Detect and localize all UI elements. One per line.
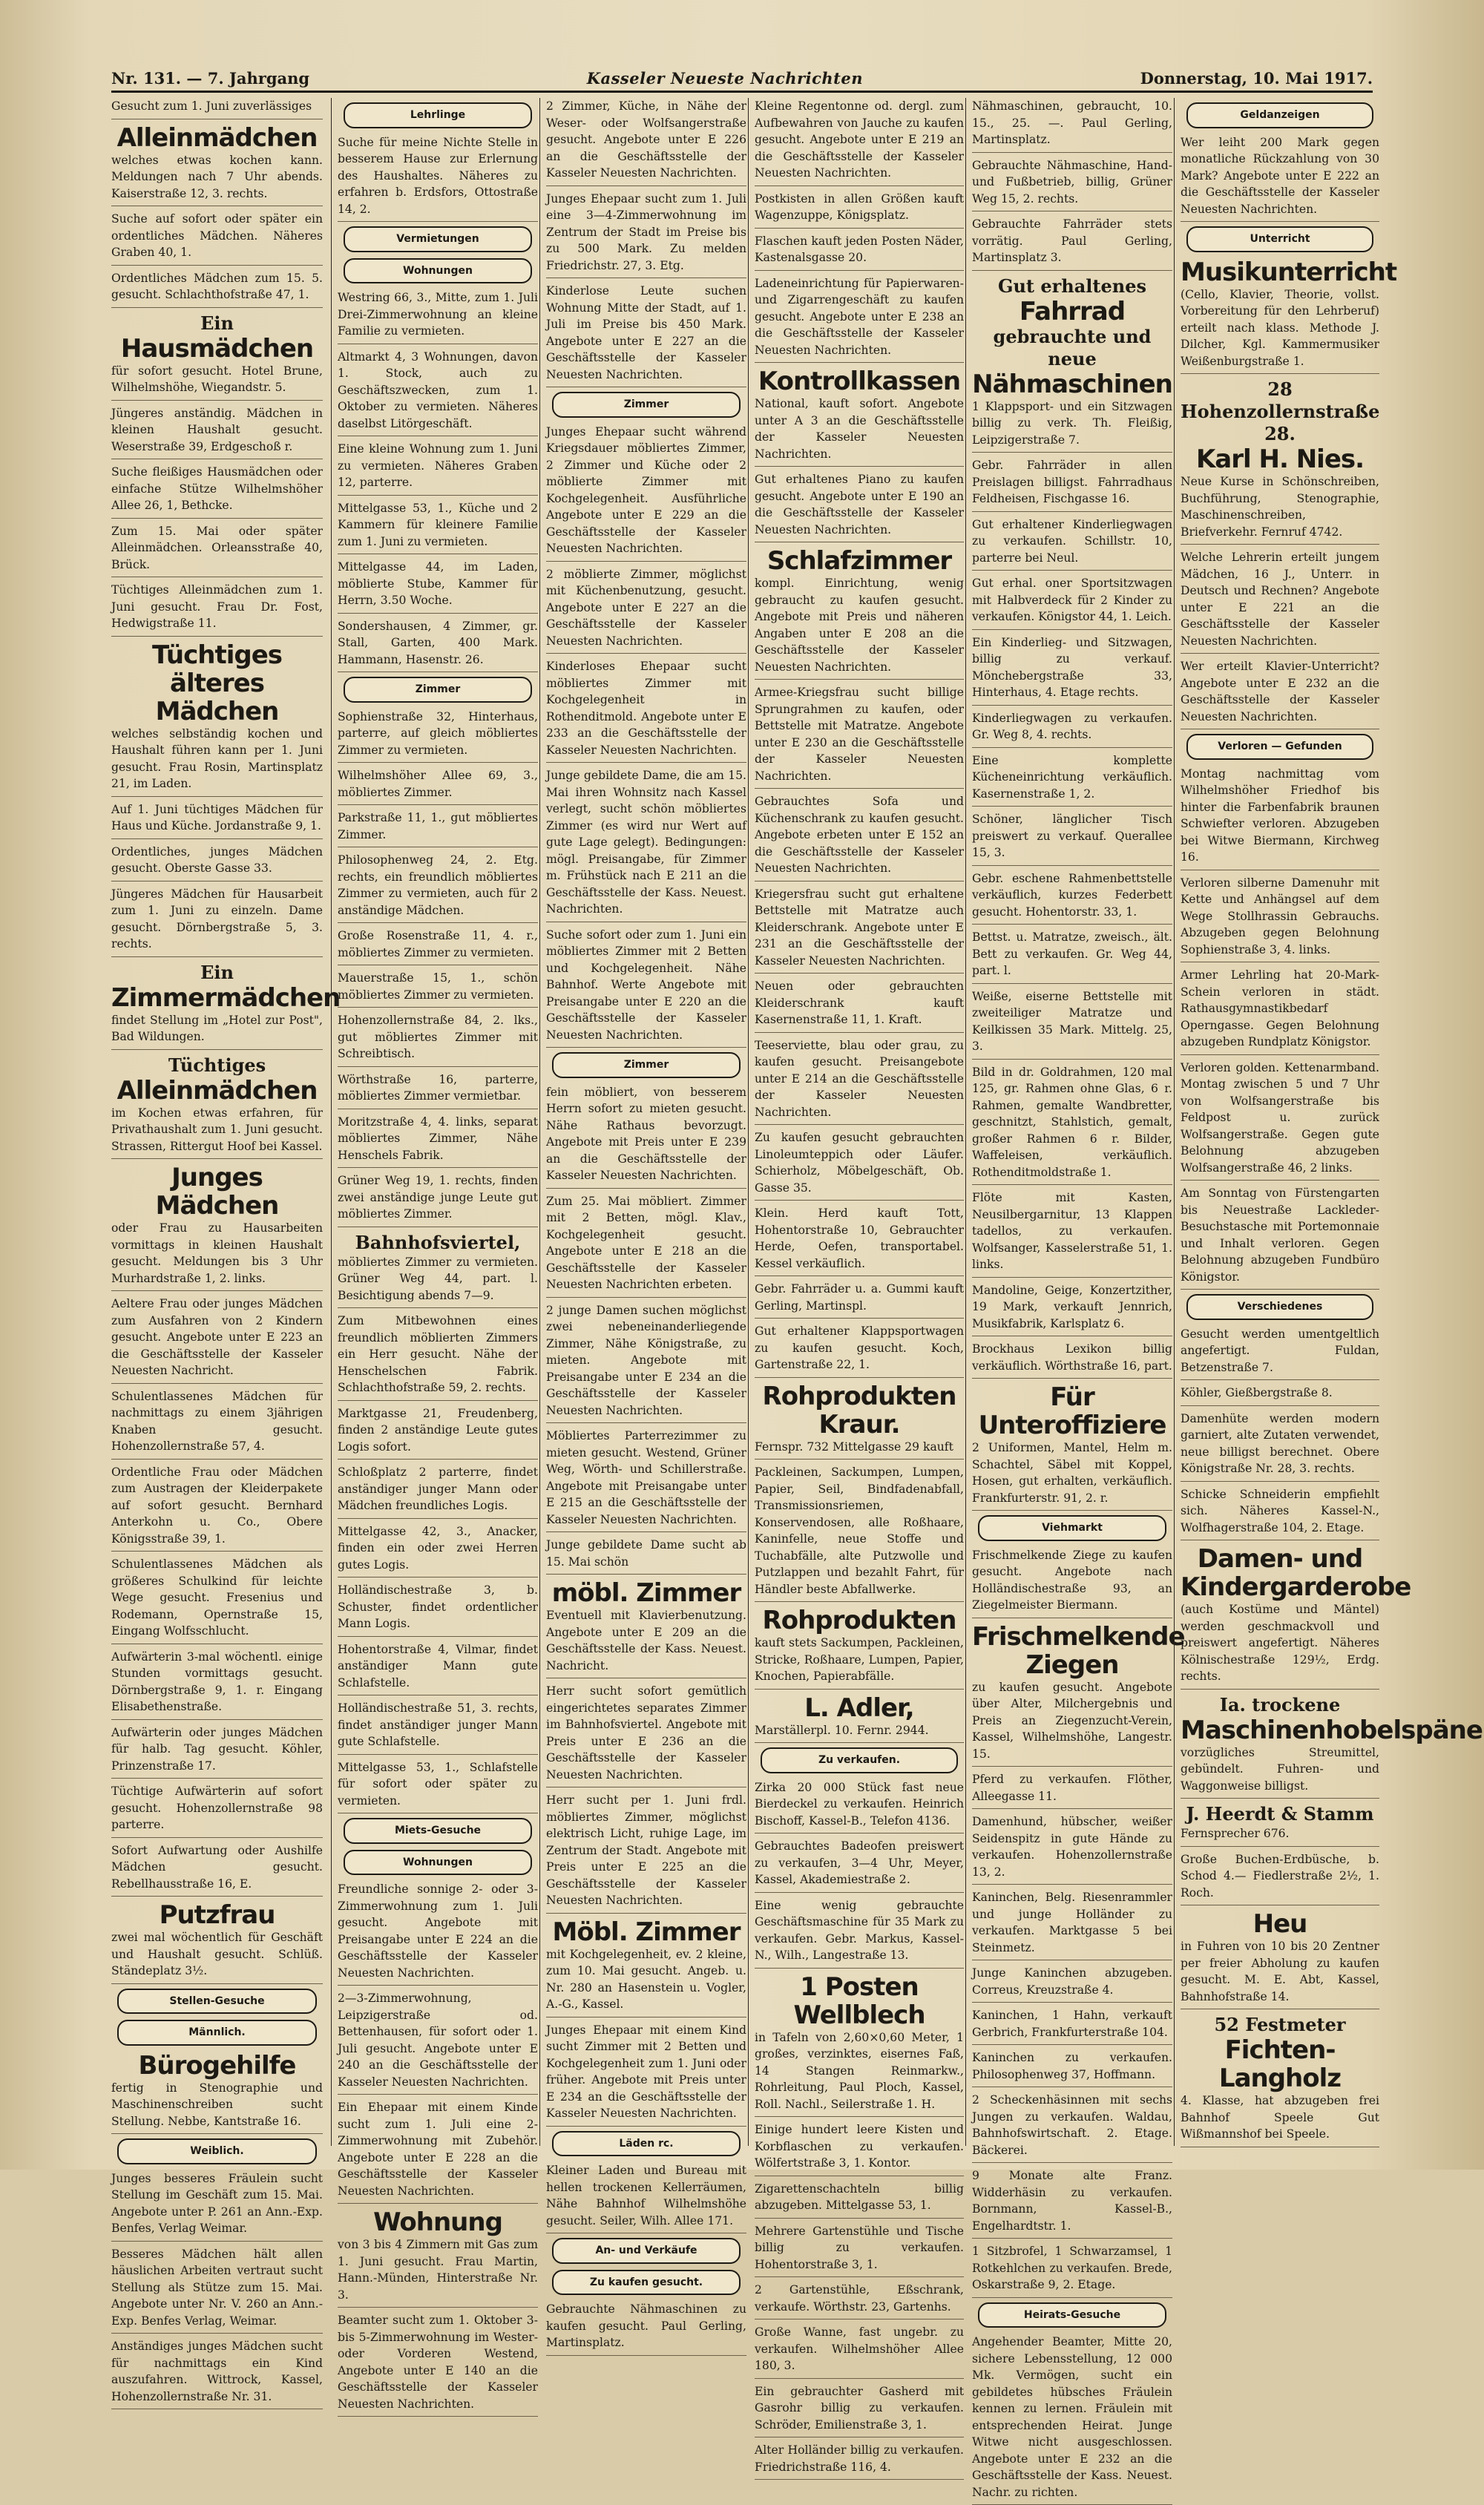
issue-date: Donnerstag, 10. Mai 1917. xyxy=(1140,69,1373,88)
ad-subheadline: Bahnhofsviertel, xyxy=(355,1231,521,1253)
classified-ad: Wer leiht 200 Mark gegen monatliche Rückzahlung von 30 Mark? Angebote unter E 222 an die Geschäftsstelle der Kasseler Neuesten Nachrichten. xyxy=(1181,134,1379,223)
classified-ad: 2 Uniformen, Mantel, Helm m. Schachtel, Säbel mit Koppel, Hosen, gut erhalten, verkäuflich. Frankfurterstr. 91, 2. r. xyxy=(972,1439,1172,1511)
classified-ad: Gesucht werden umentgeltlich angefertigt. Fuldan, Betzenstraße 7. xyxy=(1181,1326,1379,1381)
classified-ad: Junges Ehepaar sucht zum 1. Juli eine 3—4-Zimmerwohnung im Zentrum der Stadt im Preise bis zu 500 Mark. Zu melden Friedrichstr. 27, 3. Etg. xyxy=(546,191,746,279)
classified-ad: oder Frau zu Hausarbeiten vormittags in kleinen Haushalt gesucht. Meldungen bis 3 Uhr Murhardstraße 1, 2. links. xyxy=(111,1220,323,1291)
classified-ad: Pferd zu verkaufen. Flöther, Alleegasse 11. xyxy=(972,1771,1172,1809)
section-heading-unterricht: Unterricht xyxy=(1186,226,1373,252)
classified-ad: Gut erhaltener Kinderliegwagen zu verkaufen. Schillstr. 10, parterre bei Neul. xyxy=(972,516,1172,571)
classified-ad: Ein Kinderlieg- und Sitzwagen, billig zu verkauf. Mönchebergstraße 33, Hinterhaus, 4. Etage rechts. xyxy=(972,634,1172,706)
classified-ad: fertig in Stenographie und Maschinenschreiben sucht Stellung. Nebbe, Kantstraße 16. xyxy=(111,2080,323,2135)
classified-ad: Bettst. u. Matratze, zweisch., ält. Bett zu verkaufen. Gr. Weg 44, part. l. xyxy=(972,929,1172,984)
classified-ad: Große Rosenstraße 11, 4. r., möbliertes Zimmer zu vermieten. xyxy=(338,928,538,965)
classified-ad: Freundliche sonnige 2- oder 3-Zimmerwohnung zum 1. Juli gesucht. Angebote mit Preisangabe unter E 224 an die Geschäftsstelle der Kasseler Neuesten Nachrichten. xyxy=(338,1881,538,1986)
ad-headline: Zimmermädchen xyxy=(111,982,341,1013)
classified-ad: Ein gebrauchter Gasherd mit Gasrohr billig zu verkaufen. Schröder, Emilienstraße 3, 1. xyxy=(755,2383,964,2438)
classified-ad: Fernsprecher 676. xyxy=(1181,1825,1379,1847)
classified-ad: Kaninchen, Belg. Riesenrammler und junge Holländer zu verkaufen. Marktgasse 5 bei Steinmetz. xyxy=(972,1889,1172,1960)
classified-ad: Wer erteilt Klavier-Unterricht? Angebote unter E 232 an die Geschäftsstelle der Kasseler Neuesten Nachrichten. xyxy=(1181,658,1379,729)
classified-ad: Kriegersfrau sucht gut erhaltene Bettstelle mit Matratze auch Kleiderschrank. Angebote unter E 231 an die Geschäftsstelle der Kasseler Neuesten Nachrichten. xyxy=(755,886,964,974)
classified-ad: Montag nachmittag vom Wilhelmshöher Friedhof bis hinter die Farbenfabrik braunen Schwiefter verloren. Abzugeben bei Witwe Biermann, Kirchweg 16. xyxy=(1181,766,1379,870)
classified-ad: Eine kleine Wohnung zum 1. Juni zu vermieten. Näheres Graben 12, parterre. xyxy=(338,441,538,496)
ad-headline: Hausmädchen xyxy=(120,333,314,364)
column-1 xyxy=(111,98,341,2403)
classified-ad: Junge gebildete Dame sucht ab 15. Mai schön xyxy=(546,1537,746,1575)
section-heading-zimmer: Zimmer xyxy=(344,677,532,703)
classified-ad: Gebr. eschene Rahmenbettstelle verkäuflich, kurzes Federbett gesucht. Hohentorstr. 33, 1. xyxy=(972,870,1172,925)
classified-ad: Junges Ehepaar sucht während Kriegsdauer möbliertes Zimmer, 2 Zimmer und Küche oder 2 möblierte Zimmer mit Kochgelegenheit. Ausführliche Angebote unter E 229 an die Geschäftsstelle der Kasseler Neuesten Nachrichten. xyxy=(546,424,746,562)
classified-ad: Junges besseres Fräulein sucht Stellung im Geschäft zum 15. Mai. Angebote unter P. 261 an Ann.-Exp. Benfes, Verlag Weimar. xyxy=(111,2170,323,2242)
classified-ad: Suche fleißiges Hausmädchen oder einfache Stütze Wilhelmshöher Allee 26, 1, Bethcke. xyxy=(111,464,323,519)
ad-headline: Maschinenhobelspäne xyxy=(1181,1715,1483,1745)
classified-ad: Mittelgasse 42, 3., Anacker, finden ein oder zwei Herren gutes Logis. xyxy=(338,1523,538,1578)
classified-ad: Damenhund, hübscher, weißer Seidenspitz in gute Hände zu verkaufen. Hohenzollernstraße 13, 2. xyxy=(972,1813,1172,1885)
section-heading-zu-kaufen-gesucht: Zu kaufen gesucht. xyxy=(552,2270,741,2296)
section-heading-viehmarkt: Viehmarkt xyxy=(978,1515,1166,1541)
ad-headline: Damen- und Kindergarderobe xyxy=(1181,1544,1411,1602)
classified-ad: Wilhelmshöher Allee 69, 3., möbliertes Zimmer. xyxy=(338,767,538,805)
classified-ad: Ordentliche Frau oder Mädchen zum Austragen der Kleiderpakete auf sofort gesucht. Bernhard Anterkohn u. Co., Obere Königsstraße 39, 1. xyxy=(111,1464,323,1552)
classified-ad: Junge Kaninchen abzugeben. Correus, Kreuzstraße 4. xyxy=(972,1965,1172,2003)
classified-ad: Weiße, eiserne Bettstelle mit zweiteiliger Matratze und Keilkissen 35 Mark. Mittelg. 25, 3. xyxy=(972,988,1172,1060)
classified-ad: Mauerstraße 15, 1., schön möbliertes Zimmer zu vermieten. xyxy=(338,970,538,1008)
classified-ad: Tüchtige Aufwärterin auf sofort gesucht. Hohenzollernstraße 98 parterre. xyxy=(111,1783,323,1838)
classified-ad: Gut erhal. oner Sportsitzwagen mit Halbverdeck für 2 Kinder zu verkaufen. Königstor 44, 1. Leich. xyxy=(972,575,1172,630)
classified-ad: Grüner Weg 19, 1. rechts, finden zwei anständige junge Leute gut möbliertes Zimmer. xyxy=(338,1172,538,1227)
classified-ad: Verloren silberne Damenuhr mit Kette und Anhängsel auf dem Wege Stollhrassin Gebrauchs. Abzugeben gegen Belohnung Sophienstraße 3, 4. links. xyxy=(1181,875,1379,963)
ad-headline: Fahrrad xyxy=(1019,296,1126,326)
classified-ad: Tüchtiges Alleinmädchen zum 1. Juni gesucht. Frau Dr. Fost, Hedwigstraße 11. xyxy=(111,582,323,637)
section-heading-vermietungen: Vermietungen xyxy=(344,226,532,252)
ad-headline: Bürogehilfe xyxy=(138,2050,296,2081)
ad-headline: Kontrollkassen xyxy=(758,367,961,396)
ad-headline: 1 Posten Wellblech xyxy=(793,1972,925,2030)
section-heading-männlich: Männlich. xyxy=(117,2020,317,2046)
classified-ad: Westring 66, 3., Mitte, zum 1. Juli Drei-Zimmerwohnung an kleine Familie zu vermieten. xyxy=(338,289,538,344)
classified-ad: Jüngeres anständig. Mädchen in kleinen Haushalt gesucht. Weserstraße 39, Erdgeschoß r. xyxy=(111,405,323,460)
classified-ad: Sondershausen, 4 Zimmer, gr. Stall, Garten, 400 Mark. Hammann, Hasenstr. 26. xyxy=(338,618,538,673)
classified-ad: Moritzstraße 4, 4. links, separat möbliertes Zimmer, Nähe Henschels Fabrik. xyxy=(338,1114,538,1169)
classified-ad: Ein Ehepaar mit einem Kinde sucht zum 1. Juli eine 2-Zimmerwohnung mit Zubehör. Angebote unter E 228 an die Geschäftsstelle der Kasseler Neuesten Nachrichten. xyxy=(338,2099,538,2204)
classified-ad: Aeltere Frau oder junges Mädchen zum Ausfahren von 2 Kindern gesucht. Angebote unter E 223 an die Geschäftsstelle der Kasseler Neuesten Nachricht. xyxy=(111,1296,323,1384)
ad-headline: Fichten-Langholz xyxy=(1218,2035,1342,2093)
classified-ad: fein möbliert, von besserem Herrn sofort zu mieten gesucht. Nähe Rathaus bevorzugt. Angebote mit Preis unter E 239 an die Geschäftsstelle der Kasseler Neuesten Nachrichten. xyxy=(546,1084,746,1189)
classified-ad: Schloßplatz 2 parterre, findet anständiger junger Mann oder Mädchen freundliches Logis. xyxy=(338,1464,538,1519)
classified-ad: Mittelgasse 53, 1., Schlafstelle für sofort oder später zu vermieten. xyxy=(338,1759,538,1814)
column-3 xyxy=(539,98,752,2349)
classified-ad: 9 Monate alte Franz. Widderhäsin zu verkaufen. Bornmann, Kassel-B., Engelhardtstr. 1. xyxy=(972,2167,1172,2239)
classified-ad: kompl. Einrichtung, wenig gebraucht zu kaufen gesucht. Angebote mit Preis und näheren Angaben unter E 208 an die Geschäftsstelle der Kasseler Neuesten Nachrichten. xyxy=(755,575,964,680)
header-rule xyxy=(111,91,1373,93)
classified-ad: Armer Lehrling hat 20-Mark-Schein verloren in städt. Rathausgymnastikbedarf Operngasse. Gegen Belohnung abzugeben Rundplatz Königstor. xyxy=(1181,967,1379,1055)
classified-ad: Sophienstraße 32, Hinterhaus, parterre, auf gleich möbliertes Zimmer zu vermieten. xyxy=(338,709,538,764)
ad-subheadline: gebrauchte und neue xyxy=(993,325,1152,370)
section-heading-läden-rc: Läden rc. xyxy=(552,2131,741,2157)
section-heading-verschiedenes: Verschiedenes xyxy=(1186,1294,1373,1320)
classified-ad: Zum 25. Mai möbliert. Zimmer mit 2 Betten, mögl. Klav., Kochgelegenheit gesucht. Angebote unter E 218 an die Geschäftsstelle der Kasseler Neuesten Nachrichten erbeten. xyxy=(546,1193,746,1298)
classified-ad: zwei mal wöchentlich für Geschäft und Haushalt gesucht. Schlüß. Ständeplatz 3½. xyxy=(111,1929,323,1984)
ad-subheadline: J. Heerdt & Stamm xyxy=(1186,1803,1374,1825)
ad-headline: möbl. Zimmer xyxy=(551,1578,741,1608)
classified-ad: Damenhüte werden modern garniert, alte Zutaten verwendet, neue billigst berechnet. Obere Königstraße Nr. 28, 3. rechts. xyxy=(1181,1411,1379,1482)
section-heading-wohnungen: Wohnungen xyxy=(344,258,532,284)
classified-ad: Mittelgasse 53, 1., Küche und 2 Kammern für kleinere Familie zum 1. Juni zu vermieten. xyxy=(338,500,538,555)
classified-ad: Fernspr. 732 Mittelgasse 29 kauft xyxy=(755,1439,964,1460)
classified-ad: Brockhaus Lexikon billig verkäuflich. Wörthstraße 16, part. xyxy=(972,1341,1172,1379)
ad-headline: Heu xyxy=(1252,1909,1307,1939)
page-header xyxy=(111,58,1373,88)
classified-ad: Schicke Schneiderin empfiehlt sich. Näheres Kassel-N., Wolfhagerstraße 104, 2. Etage. xyxy=(1181,1486,1379,1541)
ad-headline: L. Adler, xyxy=(804,1693,914,1723)
column-6 xyxy=(1174,98,1483,2146)
ad-headline: Karl H. Nies. xyxy=(1195,444,1365,474)
classified-ad: welches etwas kochen kann. Meldungen nach 7 Uhr abends. Kaiserstraße 12, 3. rechts. xyxy=(111,152,323,207)
classified-ad: (Cello, Klavier, Theorie, vollst. Vorbereitung für den Lehrberuf) erteilt nach klass. Methode J. Dilcher, Kgl. Kammermusiker Weißenburgstraße 1. xyxy=(1181,286,1379,375)
section-heading-zimmer: Zimmer xyxy=(552,1052,741,1078)
ad-headline: Putzfrau xyxy=(159,1900,275,1930)
classified-ad: zu kaufen gesucht. Angebote über Alter, Milchergebnis und Preis an Ziegenzucht-Verein, Kassel, Wilhelmshöhe, Langestr. 15. xyxy=(972,1679,1172,1767)
classified-ad: Kaninchen zu verkaufen. Philosophenweg 37, Hoffmann. xyxy=(972,2049,1172,2087)
column-2 xyxy=(331,98,544,2411)
classified-ad: Zum 15. Mai oder später Alleinmädchen. Orleansstraße 40, Brück. xyxy=(111,523,323,578)
classified-ad: Gut erhaltenes Piano zu kaufen gesucht. Angebote unter E 190 an die Geschäftsstelle der Kasseler Neuesten Nachrichten. xyxy=(755,471,964,542)
classified-ad: Zirka 20 000 Stück fast neue Bierdeckel zu verkaufen. Heinrich Bischoff, Kassel-B., Telefon 4136. xyxy=(755,1779,964,1834)
classified-ad: Armee-Kriegsfrau sucht billige Sprungrahmen zu kaufen, oder Bettstelle mit Matratze. Angebote unter E 230 an die Geschäftsstelle der Kasseler Neuesten Nachrichten. xyxy=(755,684,964,789)
classified-ad: Junges Ehepaar mit einem Kind sucht Zimmer mit 2 Betten und Kochgelegenheit zum 1. Juni oder früher. Angebote mit Preis unter E 234 an die Geschäftsstelle der Kasseler Neuesten Nachrichten. xyxy=(546,2022,746,2127)
classified-ad: Anständiges junges Mädchen sucht für nachmittags ein Kind auszufahren. Wittrock, Kassel, Hohenzollernstraße Nr. 31. xyxy=(111,2338,323,2409)
classified-ad: Gebrauchte Nähmaschinen zu kaufen gesucht. Paul Gerling, Martinsplatz. xyxy=(546,2301,746,2356)
classified-ad: Beamter sucht zum 1. Oktober 3- bis 5-Zimmerwohnung im Wester- oder Vorderen Westend, Angebote unter E 140 an die Geschäftsstelle der Kasseler Neuesten Nachrichten. xyxy=(338,2312,538,2417)
classified-ad: 2 Scheckenhäsinnen mit sechs Jungen zu verkaufen. Waldau, Bahnhofswirtschaft. 2. Etage. Bäckerei. xyxy=(972,2092,1172,2163)
classified-ad: Eine komplette Kücheneinrichtung verkäuflich. Kasernenstraße 1, 2. xyxy=(972,752,1172,807)
classified-ad: Ladeneinrichtung für Papierwaren- und Zigarrengeschäft zu kaufen gesucht. Angebote unter E 238 an die Geschäftsstelle der Kasseler Neuesten Nachrichten. xyxy=(755,275,964,364)
newspaper-title: Kasseler Neueste Nachrichten xyxy=(586,69,863,88)
section-heading-verloren-gefunden: Verloren — Gefunden xyxy=(1186,734,1373,760)
ad-headline: Alleinmädchen xyxy=(116,122,318,153)
classified-ad: Besseres Mädchen hält allen häuslichen Arbeiten vertraut sucht Stellung als Stütze zum 15. Mai. Angebote unter Nr. V. 260 an Ann.-Exp. Benfes Verlag, Weimar. xyxy=(111,2246,323,2334)
classified-ad: für sofort gesucht. Hotel Brune, Wilhelmshöhe, Wiegandstr. 5. xyxy=(111,363,323,401)
classified-ad: Gebrauchtes Sofa und Küchenschrank zu kaufen gesucht. Angebote erbeten unter E 152 an die Geschäftsstelle der Kasseler Neuesten Nachrichten. xyxy=(755,793,964,881)
classified-ad: Hohenzollernstraße 84, 2. lks., gut möbliertes Zimmer mit Schreibtisch. xyxy=(338,1012,538,1067)
classified-ad: Holländischestraße 3, b. Schuster, findet ordentlicher Mann Logis. xyxy=(338,1582,538,1637)
classified-ad: 2 Zimmer, Küche, in Nähe der Weser- oder Wolfsangerstraße gesucht. Angebote unter E 226 an die Geschäftsstelle der Kasseler Neuesten Nachrichten. xyxy=(546,98,746,186)
ad-columns xyxy=(111,98,1483,2499)
section-heading-zimmer: Zimmer xyxy=(552,392,741,418)
classified-ad: Teeserviette, blau oder grau, zu kaufen gesucht. Preisangebote unter E 214 an die Geschäftsstelle der Kasseler Neuesten Nachrichten. xyxy=(755,1037,964,1126)
section-heading-zu-verkaufen: Zu verkaufen. xyxy=(761,1747,958,1773)
classified-ad: Eventuell mit Klavierbenutzung. Angebote unter E 209 an die Geschäftsstelle der Kass. Neuest. Nachricht. xyxy=(546,1607,746,1678)
classified-ad: Schöner, länglicher Tisch preiswert zu verkauf. Querallee 15, 3. xyxy=(972,811,1172,866)
classified-ad: Sofort Aufwartung oder Aushilfe Mädchen gesucht. Rebellhausstraße 16, E. xyxy=(111,1842,323,1897)
section-heading-weiblich: Weiblich. xyxy=(117,2138,317,2164)
classified-ad: 2 möblierte Zimmer, möglichst mit Küchenbenutzung, gesucht. Angebote unter E 227 an die Geschäftsstelle der Kasseler Neuesten Nachrichten. xyxy=(546,566,746,654)
classified-ad: Köhler, Gießbergstraße 8. xyxy=(1181,1385,1379,1406)
ad-headline: Schlafzimmer xyxy=(766,546,952,576)
classified-ad: Zum Mitbewohnen eines freundlich möblierten Zimmers ein Herr gesucht. Nähe der Henschelschen Fabrik. Schlachthofstraße 59, 2. rechts. xyxy=(338,1313,538,1401)
classified-ad: Nähmaschinen, gebraucht, 10. 15., 25. —. Paul Gerling, Martinsplatz. xyxy=(972,98,1172,153)
classified-ad: 2—3-Zimmerwohnung, Leipzigerstraße od. Bettenhausen, für sofort oder 1. Juli gesucht. Angebote unter E 240 an die Geschäftsstelle der Kasseler Neuesten Nachrichten. xyxy=(338,1990,538,2095)
ad-headline: Rohprodukten xyxy=(762,1606,956,1635)
section-heading-wohnungen: Wohnungen xyxy=(344,1850,532,1876)
classified-ad: Marktgasse 21, Freudenberg, finden 2 anständige Leute gutes Logis sofort. xyxy=(338,1405,538,1460)
classified-ad: Ordentliches, junges Mädchen gesucht. Oberste Gasse 33. xyxy=(111,844,323,881)
classified-ad: Kleiner Laden und Bureau mit hellen trockenen Kellerräumen, Nähe Bahnhof Wilhelmshöhe gesucht. Seiler, Wilh. Allee 171. xyxy=(546,2162,746,2233)
classified-ad: Kleine Regentonne od. dergl. zum Aufbewahren von Jauche zu kaufen gesucht. Angebote unter E 219 an die Geschäftsstelle der Kasseler Neuesten Nachrichten. xyxy=(755,98,964,186)
classified-ad: in Tafeln von 2,60×0,60 Meter, 1 großes, verzinktes, eisernes Faß, 14 Stangen Reinmarkw., Rohrleitung, Paul Ploch, Kassel, Roll. Nachl., Seilerstraße 1. H. xyxy=(755,2029,964,2118)
classified-ad: Holländischestraße 51, 3. rechts, findet anständiger junger Mann gute Schlafstelle. xyxy=(338,1700,538,1755)
ad-subheadline: Gut erhaltenes xyxy=(997,275,1146,297)
classified-ad: Eine wenig gebrauchte Geschäftsmaschine für 35 Mark zu verkaufen. Gebr. Markus, Kassel-N., Wilh., Langestraße 13. xyxy=(755,1897,964,1969)
column-5 xyxy=(965,98,1185,2499)
classified-ad: Gebrauchtes Badeofen preiswert zu verkaufen, 3—4 Uhr, Meyer, Kassel, Akademiestraße 2. xyxy=(755,1838,964,1893)
classified-ad: Wörthstraße 16, parterre, möbliertes Zimmer vermietbar. xyxy=(338,1071,538,1109)
classified-ad: Gebr. Fahrräder in allen Preislagen billigst. Fahrradhaus Feldheisen, Fischgasse 16. xyxy=(972,457,1172,512)
classified-ad: von 3 bis 4 Zimmern mit Gas zum 1. Juni gesucht. Frau Martin, Hann.-Münden, Hinterstraße Nr. 3. xyxy=(338,2236,538,2308)
classified-ad: Philosophenweg 24, 2. Etg. rechts, ein freundlich möbliertes Zimmer zu vermieten, auch für 2 anständige Mädchen. xyxy=(338,852,538,923)
classified-ad: 2 Gartenstühle, Eßschrank, verkaufe. Wörthstr. 23, Gartenhs. xyxy=(755,2282,964,2319)
section-heading-an-und-verkäufe: An- und Verkäufe xyxy=(552,2238,741,2264)
ad-headline: Wohnung xyxy=(373,2207,502,2237)
classified-ad: Suche auf sofort oder später ein ordentliches Mädchen. Näheres Graben 40, 1. xyxy=(111,211,323,266)
classified-ad: Suche sofort oder zum 1. Juni ein möbliertes Zimmer mit 2 Betten und Kochgelegenheit. Nähe Bahnhof. Werte Angebote mit Preisangabe unter E 220 an die Geschäftsstelle der Kasseler Neuesten Nachrichten. xyxy=(546,927,746,1048)
classified-ad: Möbliertes Parterrezimmer zu mieten gesucht. Westend, Grüner Weg, Wörth- und Schillerstraße. Angebote mit Preisangabe unter E 215 an die Geschäftsstelle der Kasseler Neuesten Nachrichten. xyxy=(546,1428,746,1532)
ad-subheadline: Ein xyxy=(200,961,234,983)
classified-ad: (auch Kostüme und Mäntel) werden geschmackvoll und preiswert angefertigt. Näheres Kölnischestraße 129½, Erdg. rechts. xyxy=(1181,1601,1379,1690)
classified-ad: Einige hundert leere Kisten und Korbflaschen zu verkaufen. Wölfertstraße 3, 1. Kontor. xyxy=(755,2121,964,2176)
ad-headline: Für Unteroffiziere xyxy=(978,1382,1166,1440)
classified-ad: Gebrauchte Nähmaschine, Hand- und Fußbetrieb, billig, Grüner Weg 15, 2. rechts. xyxy=(972,157,1172,212)
classified-ad: Kinderloses Ehepaar sucht möbliertes Zimmer mit Kochgelegenheit in Rothenditmold. Angebote unter E 233 an die Geschäftsstelle der Kasseler Neuesten Nachrichten. xyxy=(546,658,746,763)
ad-subheadline: 28 Hohenzollernstraße 28. xyxy=(1181,378,1380,444)
classified-ad: mit Kochgelegenheit, ev. 2 kleine, zum 10. Mai gesucht. Angeb. u. Nr. 280 an Hasenstein u. Vogler, A.-G., Kassel. xyxy=(546,1946,746,2018)
ad-subheadline: Ein xyxy=(200,312,234,334)
section-heading-miets-gesuche: Miets-Gesuche xyxy=(344,1818,532,1844)
classified-ad: Kaninchen, 1 Hahn, verkauft Gerbrich, Frankfurterstraße 104. xyxy=(972,2007,1172,2045)
classified-ad: Gebr. Fahrräder u. a. Gummi kauft Gerling, Martinspl. xyxy=(755,1281,964,1319)
ad-headline: Junges Mädchen xyxy=(155,1163,279,1221)
classified-ad: Marställerpl. 10. Fernr. 2944. xyxy=(755,1722,964,1744)
section-heading-geldanzeigen: Geldanzeigen xyxy=(1186,102,1373,128)
classified-ad: Ordentliches Mädchen zum 15. 5. gesucht. Schlachthofstraße 47, 1. xyxy=(111,270,323,308)
column-4 xyxy=(748,98,970,2474)
classified-ad: Parkstraße 11, 1., gut möbliertes Zimmer. xyxy=(338,810,538,847)
ad-headline: Musikunterricht xyxy=(1181,257,1397,287)
classified-ad: Aufwärterin oder junges Mädchen für halb. Tag gesucht. Köhler, Prinzenstraße 17. xyxy=(111,1724,323,1779)
classified-ad: 2 junge Damen suchen möglichst zwei nebeneinanderliegende Zimmer, Nähe Königstraße, zu mieten. Angebote mit Preisangabe unter E 234 an die Geschäftsstelle der Kasseler Neuesten Nachrichten. xyxy=(546,1302,746,1424)
classified-ad: Aufwärterin 3-mal wöchentl. einige Stunden vormittags gesucht. Dörnbergstraße 9, 1. r. Eingang Elisabethenstraße. xyxy=(111,1649,323,1720)
classified-ad: Auf 1. Juni tüchtiges Mädchen für Haus und Küche. Jordanstraße 9, 1. xyxy=(111,801,323,839)
section-heading-heirats-gesuche: Heirats-Gesuche xyxy=(978,2302,1166,2328)
classified-ad: Mittelgasse 44, im Laden, möblierte Stube, Kammer für Herrn, 3.50 Woche. xyxy=(338,559,538,614)
issue-number: Nr. 131. — 7. Jahrgang xyxy=(111,69,310,88)
classified-ad: Gut erhaltener Klappsportwagen zu kaufen gesucht. Koch, Gartenstraße 22, 1. xyxy=(755,1323,964,1378)
classified-ad: möbliertes Zimmer zu vermieten. Grüner Weg 44, part. l. Besichtigung abends 7—9. xyxy=(338,1254,538,1309)
ad-headline: Nähmaschinen xyxy=(972,369,1172,399)
ad-subheadline: Ia. trockene xyxy=(1219,1693,1341,1716)
classified-ad: Mehrere Gartenstühle und Tische billig zu verkaufen. Hohentorstraße 3, 1. xyxy=(755,2223,964,2278)
classified-ad: welches selbständig kochen und Haushalt führen kann per 1. Juni gesucht. Frau Rosin, Martinsplatz 21, im Laden. xyxy=(111,726,323,797)
classified-ad: Frischmelkende Ziege zu kaufen gesucht. Angebote nach Holländischestraße 93, an Ziegelmeister Biermann. xyxy=(972,1547,1172,1618)
classified-ad: Verloren golden. Kettenarmband. Montag zwischen 5 und 7 Uhr von Wolfsangerstraße bis Feldpost u. zurück Wolfsangerstraße. Gegen gute Belohnung abzugeben Wolfsangerstraße 46, 2 links. xyxy=(1181,1060,1379,1181)
classified-ad: Schulentlassenes Mädchen für nachmittags zu einem 3jährigen Knaben gesucht. Hohenzollernstraße 57, 4. xyxy=(111,1388,323,1460)
classified-ad: Kinderliegwagen zu verkaufen. Gr. Weg 8, 4. rechts. xyxy=(972,710,1172,748)
classified-ad: Herr sucht sofort gemütlich eingerichtetes separates Zimmer im Bahnhofsviertel. Angebote mit Preis unter E 236 an die Geschäftsstelle der Kasseler Neuesten Nachrichten. xyxy=(546,1683,746,1787)
ad-headline: Möbl. Zimmer xyxy=(552,1917,741,1947)
section-heading-stellen-gesuche: Stellen-Gesuche xyxy=(117,1989,317,2015)
classified-ad: National, kauft sofort. Angebote unter A 3 an die Geschäftsstelle der Kasseler Neuesten Nachrichten. xyxy=(755,395,964,467)
classified-ad: Mandoline, Geige, Konzertzither, 19 Mark, verkauft Jennrich, Musikfabrik, Karlsplatz 6. xyxy=(972,1282,1172,1337)
classified-ad: Welche Lehrerin erteilt jungem Mädchen, 16 J., Unterr. in Deutsch und Rechnen? Angebote unter E 221 an die Geschäftsstelle der Kasseler Neuesten Nachrichten. xyxy=(1181,549,1379,654)
classified-ad: Bild in dr. Goldrahmen, 120 mal 125, gr. Rahmen ohne Glas, 6 r. Rahmen, gemalte Wandbretter, geschnitzt, Stahlstich, gemalt, großer Rahmen 6 r. Bilder, Waffeleisen, verkäuflich. Rothenditmoldstraße 1. xyxy=(972,1064,1172,1186)
ad-subheadline: 52 Festmeter xyxy=(1214,2014,1346,2035)
classified-ad: kauft stets Sackumpen, Packleinen, Stricke, Roßhaare, Lumpen, Papier, Knochen, Papierabfälle. xyxy=(755,1635,964,1690)
ad-headline: Tüchtiges älteres Mädchen xyxy=(151,640,283,726)
ad-headline: Rohprodukten Kraur. xyxy=(762,1381,956,1439)
classified-ad: Neue Kurse in Schönschreiben, Buchführung, Stenographie, Maschinenschreiben, Briefverkehr. Fernruf 4742. xyxy=(1181,473,1379,545)
ad-headline: Frischmelkende Ziegen xyxy=(972,1621,1185,1680)
classified-ad: Klein. Herd kauft Tott, Hohentorstraße 10, Gebrauchter Herde, Oefen, transportabel. Kessel verkäuflich. xyxy=(755,1205,964,1276)
ad-headline: Alleinmädchen xyxy=(116,1075,318,1106)
classified-ad: Zu kaufen gesucht gebrauchten Linoleumteppich oder Läufer. Schierholz, Möbelgeschäft, Ob. Gasse 35. xyxy=(755,1129,964,1201)
classified-ad: Altmarkt 4, 3 Wohnungen, davon 1. Stock, auch zu Geschäftszwecken, zum 1. Oktober zu vermieten. Näheres daselbst Litörgeschäft. xyxy=(338,349,538,437)
classified-ad: vorzügliches Streumittel, gebündelt. Fuhren- und Waggonweise billigst. xyxy=(1181,1744,1379,1799)
classified-ad: Alter Holländer billig zu verkaufen. Friedrichstraße 116, 4. xyxy=(755,2442,964,2480)
classified-ad: Suche für meine Nichte Stelle in besserem Hause zur Erlernung des Haushaltes. Näheres zu erfahren b. Erdsfors, Ottostraße 14, 2. xyxy=(338,134,538,223)
classified-ad: im Kochen etwas erfahren, für Privathaushalt zum 1. Juni gesucht. Strassen, Rittergut Hoof bei Kassel. xyxy=(111,1105,323,1160)
classified-ad: Kinderlose Leute suchen Wohnung Mitte der Stadt, auf 1. Juli im Preise bis 450 Mark. Angebote unter E 227 an die Geschäftsstelle der Kasseler Neuesten Nachrichten. xyxy=(546,283,746,387)
classified-ad: in Fuhren von 10 bis 20 Zentner per freier Abholung zu kaufen gesucht. M. E. Abt, Kassel, Bahnhofstraße 14. xyxy=(1181,1938,1379,2009)
classified-ad: Am Sonntag von Fürstengarten bis Neuestraße Lackleder-Besuchstasche mit Portemonnaie und Inhalt verloren. Gegen Belohnung abzugeben Fundbüro Königstor. xyxy=(1181,1185,1379,1290)
classified-ad: Neuen oder gebrauchten Kleiderschrank kauft Kasernenstraße 11, 1. Kraft. xyxy=(755,978,964,1033)
classified-ad: findet Stellung im „Hotel zur Post", Bad Wildungen. xyxy=(111,1012,323,1050)
classified-ad: Gebrauchte Fahrräder stets vorrätig. Paul Gerling, Martinsplatz 3. xyxy=(972,216,1172,271)
classified-ad: 4. Klasse, hat abzugeben frei Bahnhof Speele Gut Wißmannshof bei Speele. xyxy=(1181,2092,1379,2147)
classified-ad: Gesucht zum 1. Juni zuverlässiges xyxy=(111,98,323,119)
classified-ad: Große Buchen-Erdbüsche, b. Schod 4.— Fiedlerstraße 2½, 1. Roch. xyxy=(1181,1851,1379,1906)
classified-ad: Flöte mit Kasten, Neusilbergarnitur, 13 Klappen tadellos, zu verkaufen. Wolfsanger, Kasselerstraße 51, 1. links. xyxy=(972,1189,1172,1278)
classified-ad: Postkisten in allen Größen kauft Wagenzuppe, Königsplatz. xyxy=(755,191,964,229)
section-heading-lehrlinge: Lehrlinge xyxy=(344,102,532,128)
classified-ad: Packleinen, Sackumpen, Lumpen, Papier, Seil, Bindfadenabfall, Transmissionsriemen, Konservendosen, alle Roßhaare, Kaninfelle, neue Stoffe und Tuchabfälle, alte Putzwolle und Putzlappen und bezahlt Fahrt, für Händler beste Abfallwerke. xyxy=(755,1464,964,1602)
classified-ad: Angehender Beamter, Mitte 20, sichere Lebensstellung, 12 000 Mk. Vermögen, sucht ein gebildetes hübsches Fräulein kennen zu lernen. Fräulein mit entsprechenden Heirat. Junge Witwe nicht ausgeschlossen. Angebote unter E 232 an die Geschäftsstelle der Kass. Neuest. Nachr. zu richten. xyxy=(972,2334,1172,2505)
classified-ad: Herr sucht per 1. Juni frdl. möbliertes Zimmer, möglichst elektrisch Licht, ruhige Lage, im Zentrum der Stadt. Angebote mit Preis unter E 225 an die Geschäftsstelle der Kasseler Neuesten Nachrichten. xyxy=(546,1792,746,1914)
classified-ad: Hohentorstraße 4, Vilmar, findet anständiger Mann gute Schlafstelle. xyxy=(338,1641,538,1696)
classified-ad: Jüngeres Mädchen für Hausarbeit zum 1. Juni zu einzeln. Dame gesucht. Dörnbergstraße 5, 3. rechts. xyxy=(111,886,323,957)
classified-ad: 1 Sitzbrofel, 1 Schwarzamsel, 1 Rotkehlchen zu verkaufen. Brede, Oskarstraße 9, 2. Etage. xyxy=(972,2243,1172,2298)
classified-ad: Zigarettenschachteln billig abzugeben. Mittelgasse 53, 1. xyxy=(755,2181,964,2219)
classified-ad: Große Wanne, fast ungebr. zu verkaufen. Wilhelmshöher Allee 180, 3. xyxy=(755,2324,964,2379)
classified-ad: Junge gebildete Dame, die am 15. Mai ihren Wohnsitz nach Kassel verlegt, sucht schön möbliertes Zimmer (es wird nur Wert auf gute Lage gelegt). Bedingungen: mögl. Preisangabe, für Zimmer m. Frühstück nach E 211 an die Geschäftsstelle der Kass. Neuest. Nachrichten. xyxy=(546,767,746,922)
classified-ad: Schulentlassenes Mädchen als größeres Schulkind für leichte Wege gesucht. Fresenius und Rodemann, Opernstraße 15, Eingang Wolfsschlucht. xyxy=(111,1556,323,1644)
ad-subheadline: Tüchtiges xyxy=(168,1054,266,1076)
classified-ad: 1 Klappsport- und ein Sitzwagen billig zu verk. Th. Fleißig, Leipzigerstraße 7. xyxy=(972,398,1172,453)
classified-ad: Flaschen kauft jeden Posten Näder, Kastenalsgasse 20. xyxy=(755,233,964,271)
